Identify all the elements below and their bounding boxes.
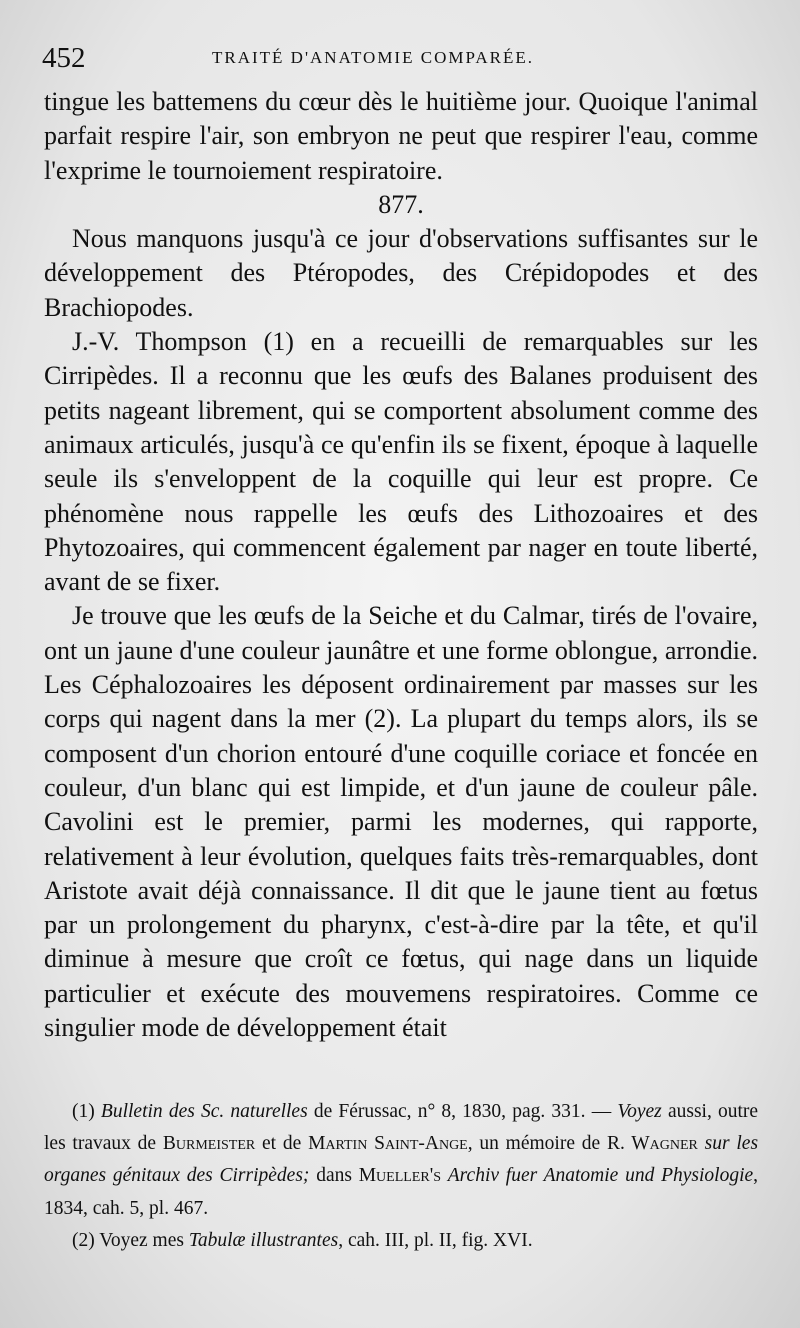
author-name: Martin Saint-Ange [308, 1133, 468, 1155]
paragraph: Je trouve que les œufs de la Seiche et du Calmar, tirés de l'ovaire, ont un jaune d'une couleur jaunâtre et une forme oblongue, arrondie. Les Céphalozoaires les déposent ordinairement par masses sur les corps qui nagent dans la mer (2). La plupart du temps alors, ils se composent d'un chorion entouré d'une coquille coriace et foncée en couleur, d'un blanc qui est limpide, et d'un jaune de couleur pâle. Cavolini est le premier, parmi les modernes, qui rapporte, relativement à leur évolution, quelques faits très-remarquables, dont Aristote avait déjà connaissance. Il dit que le jaune tient au fœtus par un prolongement du pharynx, c'est-à-dire par la tête, et qu'il diminue à mesure que croît ce fœtus, qui nage dans un liquide particulier et exécute des mouvemens respiratoires. Comme ce singulier mode de développement était [44, 601, 758, 1043]
footnote-text: et de [262, 1133, 302, 1155]
footnote-text: , cah. III, pl. II, fig. XVI. [338, 1229, 533, 1251]
body-text [44, 85, 758, 1045]
footnotes [44, 1096, 758, 1257]
section-number: 877. [378, 189, 424, 219]
footnote-text: dans [316, 1165, 352, 1187]
page-number: 452 [42, 42, 86, 74]
work-title: sur les organes génitaux des Cirripèdes; [44, 1133, 759, 1187]
running-head [42, 38, 762, 78]
footnote-text: Voyez [617, 1101, 662, 1122]
footnote-text: , 1834, cah. 5, pl. 467. [44, 1165, 759, 1219]
running-title: TRAITÉ D'ANATOMIE COMPARÉE. [212, 48, 534, 67]
footnote-text: aussi, outre les travaux de [44, 1101, 759, 1155]
footnote-text: Voyez mes [99, 1229, 184, 1251]
author-name: Mueller's [358, 1165, 441, 1187]
work-title: Tabulæ illustrantes [188, 1229, 339, 1251]
paragraph: Nous manquons jusqu'à ce jour d'observations suffisantes sur le développement des Ptéropodes, des Crépidopodes et des Brachiopodes. [44, 224, 758, 322]
footnote-text: de Férussac, n° 8, 1830, pag. 331. — [313, 1101, 612, 1122]
footnote-marker: (1) [72, 1101, 95, 1122]
footnote-marker: (2) [72, 1229, 95, 1251]
paragraph: J.-V. Thompson (1) en a recueilli de remarquables sur les Cirripèdes. Il a reconnu que les œufs des Balanes produisent des petits nageant librement, qui se comportent absolument comme des animaux articulés, jusqu'à ce qu'enfin ils se fixent, époque à laquelle seule ils s'enveloppent de la coquille qui leur est propre. Ce phénomène nous rappelle les œufs des Lithozoaires et des Phytozoaires, qui commencent également par nager en toute liberté, avant de se fixer. [44, 327, 758, 597]
paragraph-continued: tingue les battemens du cœur dès le huitième jour. Quoique l'animal parfait respire l'air, son embryon ne peut que respirer l'eau, comme l'exprime le tournoiement respiratoire. [44, 87, 758, 185]
author-name: Burmeister [162, 1133, 256, 1155]
footnote-1 [44, 1096, 758, 1225]
footnote-2 [44, 1225, 758, 1257]
work-title: Archiv fuer Anatomie und Physiologie [447, 1165, 754, 1187]
author-name: R. Wagner [606, 1133, 698, 1155]
journal-title: Bulletin des Sc. naturelles [100, 1101, 308, 1122]
footnote-text: , un mémoire de [467, 1133, 601, 1155]
